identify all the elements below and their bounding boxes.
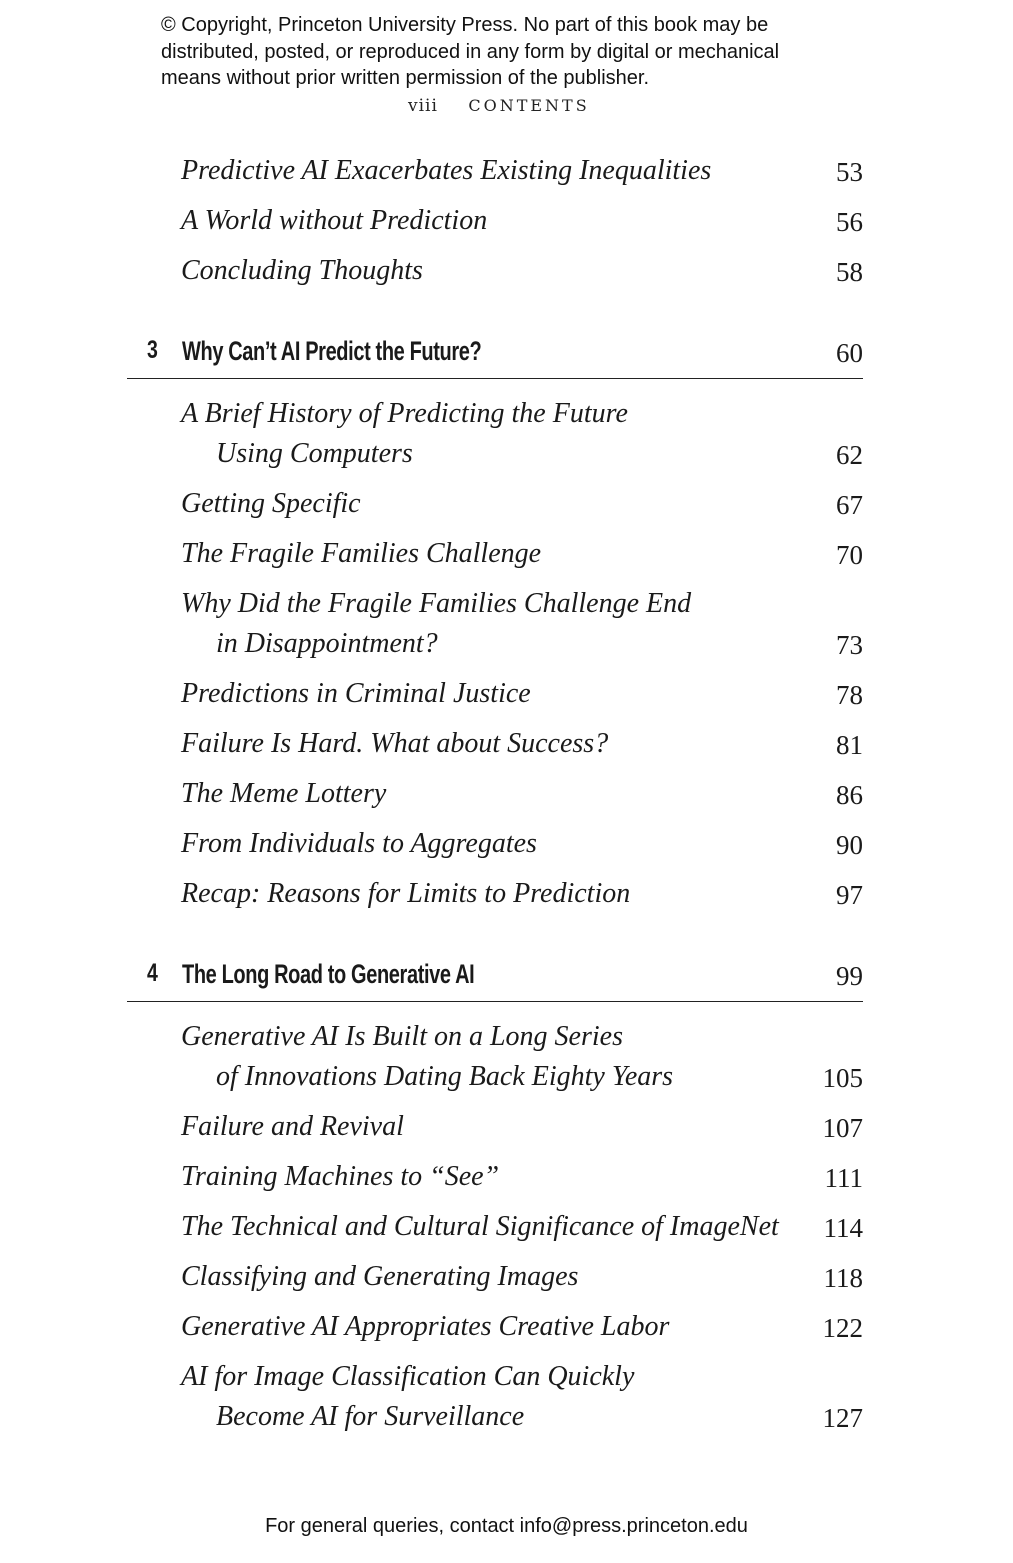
toc-entry-page: 78	[836, 680, 863, 710]
toc-entry-title: Become AI for Surveillance	[216, 1401, 525, 1432]
toc-entry-title: Classifying and Generating Images	[181, 1261, 579, 1292]
chapter-page: 60	[836, 338, 863, 368]
toc-entry	[181, 584, 863, 664]
toc-entry	[181, 1257, 863, 1297]
toc-entry	[181, 674, 863, 714]
toc-entry-title: A World without Prediction	[181, 205, 488, 236]
toc-entry	[181, 1157, 863, 1197]
chapter-number: 3	[147, 336, 158, 364]
chapter-page: 99	[836, 961, 863, 991]
toc-entry-page: 114	[823, 1213, 863, 1243]
toc-entry	[181, 1107, 863, 1147]
chapter-number: 4	[147, 959, 158, 987]
toc-entry-page: 107	[822, 1113, 863, 1143]
toc-entry	[181, 151, 863, 191]
toc-entry-page: 67	[836, 490, 863, 520]
toc-entry-page: 118	[823, 1263, 863, 1293]
toc-entry-page: 90	[836, 830, 863, 860]
toc-entry-page: 97	[836, 880, 863, 910]
toc-entry	[181, 251, 863, 291]
toc-entry-title: Predictive AI Exacerbates Existing Inequalities	[181, 155, 712, 186]
toc-entry-title: The Meme Lottery	[181, 778, 387, 809]
page-folio: viii	[408, 96, 438, 116]
toc-entry-title: AI for Image Classification Can Quickly	[181, 1361, 635, 1392]
toc-entry	[181, 1207, 863, 1247]
running-head	[408, 96, 590, 116]
toc-entry-title: The Technical and Cultural Significance of ImageNet	[181, 1211, 779, 1242]
toc-entry	[181, 1017, 863, 1097]
running-head-title: CONTENTS	[468, 96, 590, 115]
toc-entry-page: 62	[836, 440, 863, 470]
toc-entry-page: 70	[836, 540, 863, 570]
chapter-heading	[127, 953, 863, 1002]
toc-entry-title: Concluding Thoughts	[181, 255, 423, 286]
copyright-line: means without prior written permission of the publisher.	[161, 67, 650, 89]
chapter-title: The Long Road to Generative AI	[182, 959, 475, 989]
toc-entry	[181, 534, 863, 574]
toc-entry	[181, 1357, 863, 1437]
toc-entry-page: 53	[836, 157, 863, 187]
toc-entry-page: 105	[822, 1063, 863, 1093]
toc-entry-page: 73	[836, 630, 863, 660]
toc-entry-title: The Fragile Families Challenge	[181, 538, 542, 569]
toc-entry-page: 122	[822, 1313, 863, 1343]
toc-entry-title: Generative AI Appropriates Creative Labor	[181, 1311, 670, 1342]
toc-entry-title: Generative AI Is Built on a Long Series	[181, 1021, 623, 1052]
footer-contact: For general queries, contact info@press.princeton.edu	[265, 1515, 748, 1537]
toc-entry	[181, 1307, 863, 1347]
toc-entry	[181, 824, 863, 864]
toc-entry	[181, 874, 863, 914]
toc-entry-title: Using Computers	[216, 438, 413, 469]
chapter-heading	[127, 330, 863, 379]
toc-entry-title: Failure Is Hard. What about Success?	[181, 728, 609, 759]
toc-entry	[181, 201, 863, 241]
toc-entry-page: 127	[822, 1403, 863, 1433]
toc-entry-title: of Innovations Dating Back Eighty Years	[216, 1061, 674, 1092]
toc-entry-title: in Disappointment?	[216, 628, 438, 659]
toc-entry	[181, 484, 863, 524]
toc-entry	[181, 774, 863, 814]
toc-entry-page: 86	[836, 780, 863, 810]
copyright-notice	[161, 12, 881, 92]
toc-entry-title: Recap: Reasons for Limits to Prediction	[181, 878, 631, 909]
toc-entry-title: Getting Specific	[181, 488, 361, 519]
toc-entry	[181, 394, 863, 474]
copyright-line: © Copyright, Princeton University Press. No part of this book may be	[161, 14, 769, 36]
toc-entry-title: Why Did the Fragile Families Challenge End	[181, 588, 692, 619]
toc-entry-page: 58	[836, 257, 863, 287]
toc-entry-title: A Brief History of Predicting the Future	[181, 398, 628, 429]
toc-entry-title: From Individuals to Aggregates	[181, 828, 537, 859]
chapter-title: Why Can’t AI Predict the Future?	[182, 336, 482, 366]
toc-entry-page: 111	[824, 1163, 863, 1193]
toc-entry-title: Failure and Revival	[181, 1111, 404, 1142]
toc-entry-page: 56	[836, 207, 863, 237]
toc-entry-page: 81	[836, 730, 863, 760]
toc-entry-title: Predictions in Criminal Justice	[181, 678, 531, 709]
toc-entry	[181, 724, 863, 764]
copyright-line: distributed, posted, or reproduced in any form by digital or mechanical	[161, 40, 780, 63]
toc-entry-title: Training Machines to “See”	[181, 1161, 500, 1192]
